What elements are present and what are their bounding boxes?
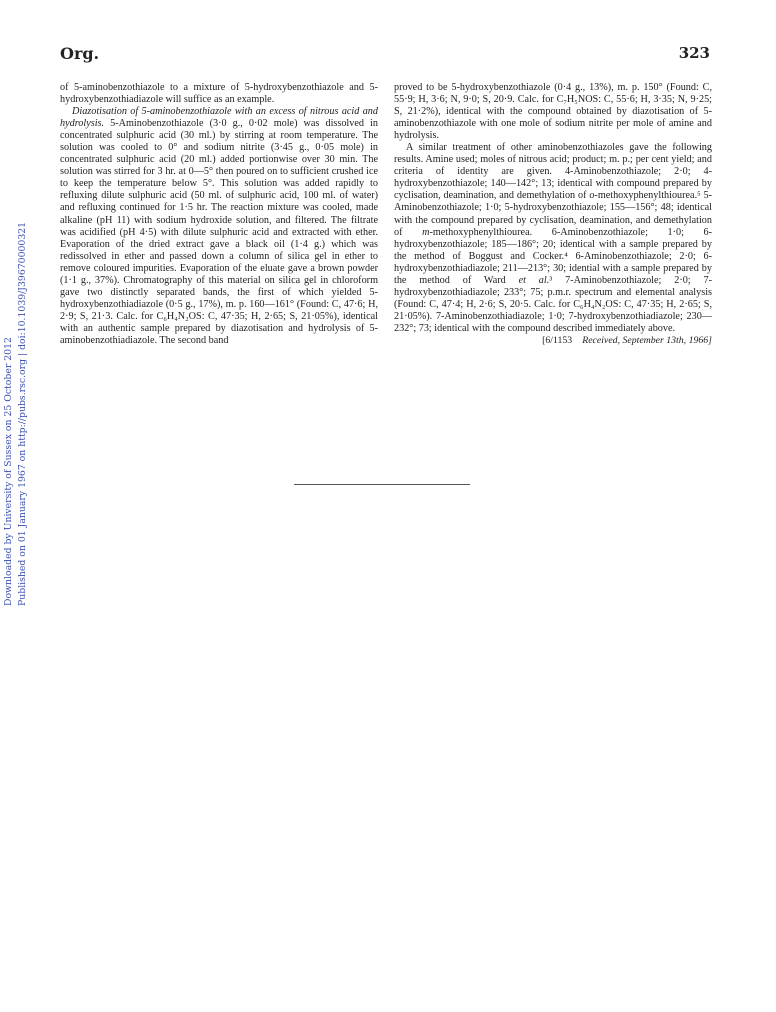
publication-watermark: Published on 01 January 1967 on http://pubs.rsc.org | doi:10.1039/J39670000321: [17, 221, 28, 606]
italic-text: o: [589, 190, 595, 202]
download-watermark: Downloaded by University of Sussex on 25 October 2012: [3, 337, 14, 606]
paragraph: [60, 106, 378, 347]
end-rule: [294, 484, 470, 485]
italic-text: m: [422, 226, 430, 238]
italic-text: et al.: [518, 274, 550, 286]
text-run: A similar treatment of other aminobenzothiazoles gave the following results. Amine used; moles of nitrous acid; product; m. p.; per cent yield; and criteria of identity are given. 4-Aminobenzothiazole; 2·0; 4-hydroxybenzothiazole; 140—142°; 13; identical with compound prepared by cyclisation, deamination, and demethylation of: [394, 142, 712, 202]
page-number: 323: [678, 44, 710, 62]
journal-name: Org.: [60, 44, 100, 63]
right-column: [394, 82, 712, 347]
text-run: ³ 7-Aminobenzothiazole; 2·0; 7-hydroxybenzothiadiazole; 233°; 75; p.m.r. spectrum and elemental analysis (Found: C, 47·4; H, 2·6; S, 20·5. Calc. for C₆H₄N₂OS: C, 47·35; H, 2·65; S, 21·05%). 7-Aminobenzothiadiazole; 1·0; 7-hydroxybenzothiadiazole; 230—232°; 73; identical with the compound described immediately above.: [394, 274, 712, 334]
paragraph: proved to be 5-hydroxybenzothiazole (0·4 g., 13%), m. p. 150° (Found: C, 55·9; H, 3·6; N, 9·0; S, 20·9. Calc. for C₇H₅NOS: C, 55·6; H, 3·35; N, 9·25; S, 21·2%), identical with the compound obtained by diazotisation of 5-aminobenzothiazole with one mole of sodium nitrite per mole of amine and hydrolysis.: [394, 82, 712, 142]
received-date: Received, September 13th, 1966]: [582, 334, 712, 346]
received-line: [394, 335, 712, 347]
text-run: -methoxyphenylthiourea. 6-Aminobenzothiazole; 1·0; 6-hydroxybenzothiazole; 185—186°; 20; identical with a sample prepared by the method of Boggust and Cocker.⁴ 6-Aminobenzothiazole; 2·0; 6-hydroxybenzothiadiazole; 211—213°; 30; idential with a sample prepared by the method of Ward: [394, 226, 712, 286]
left-column: [60, 82, 378, 347]
paragraph-body: 5-Aminobenzothiazole (3·0 g., 0·02 mole) was dissolved in concentrated sulphuric acid (30 ml.) by stirring at room temperature. The solution was cooled to 0° and sodium nitrite (3·45 g., 0·05 mole) in concentrated sulphuric acid (20 ml.) added portionwise over 30 min. The solution was stirred for 3 hr. at 0—5° then poured on to sufficient crushed ice to keep the temperature below 5°. This solution was added rapidly to refluxing dilute sulphuric acid (50 ml. of sulphuric acid, 100 ml. of water) and refluxing continued for 1·5 hr. The reaction mixture was cooled, made alkaline (pH 11) with sodium hydroxide solution, and filtered. The filtrate was acidified (pH 4·5) with dilute sulphuric acid and extracted with ether. Evaporation of the dried extract gave a black oil (1·4 g.) which was redissolved in ether and passed down a column of silica gel in ether to remove coloured impurities. Evaporation of the eluate gave a brown powder (1·1 g., 37%). Chromatography of this material on silica gel in chloroform gave two distinctly separated bands, the first of which yielded 5-hydroxybenzothiadiazole (0·5 g., 17%), m. p. 160—161° (Found: C, 47·6; H, 2·9; S, 21·3. Calc. for C₆H₄N₂OS: C, 47·35; H, 2·65; S, 21·05%), identical with an authentic sample prepared by diazotisation and hydrolysis of 5-aminobenzothiadiazole. The second band: [60, 118, 378, 346]
paragraph: of 5-aminobenzothiazole to a mixture of 5-hydroxybenzothiazole and 5-hydroxybenzothiadiazole will suffice as an example.: [60, 82, 378, 106]
text-run: -methoxyphenylthiourea.⁵ 5-Aminobenzothiazole; 1·0; 5-hydroxybenzothiazole; 155—156°; 48; identical with the compound prepared by cyclisation, deamination, and demethylation of: [394, 190, 713, 238]
paragraph: [394, 142, 712, 335]
running-head: [58, 44, 712, 64]
section-heading: Diazotisation of 5-aminobenzothiazole with an excess of nitrous acid and hydrolysis.: [60, 106, 378, 130]
manuscript-reference: [6/1153: [542, 334, 573, 346]
